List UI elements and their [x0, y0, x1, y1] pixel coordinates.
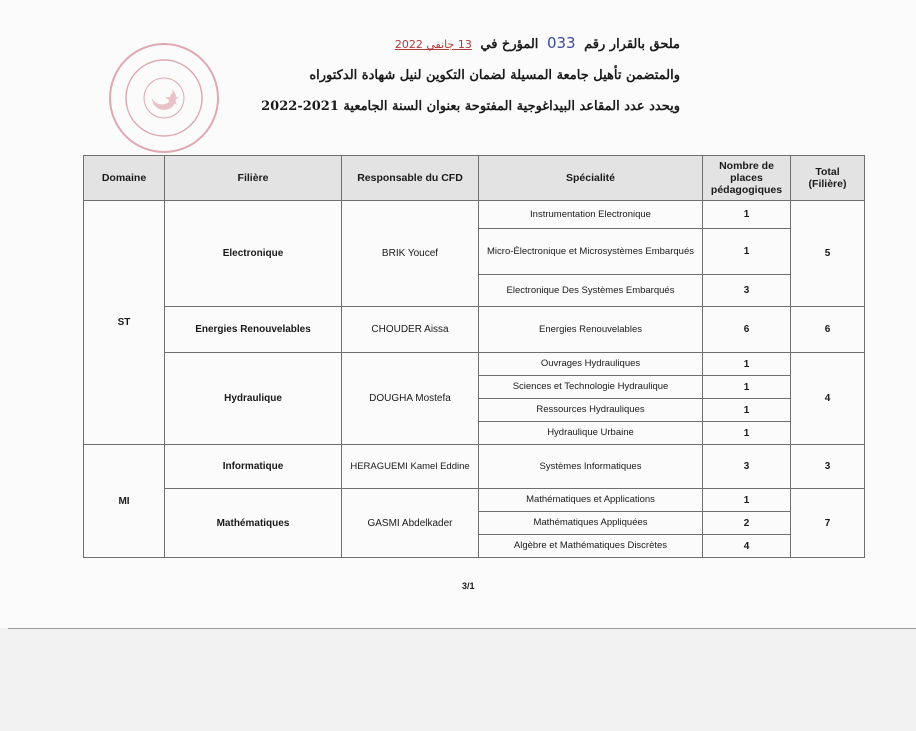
header-total: Total (Filière) [791, 156, 865, 201]
specialite-cell: Electronique Des Systèmes Embarqués [479, 275, 703, 307]
specialite-cell: Micro-Électronique et Microsystèmes Embarqués [479, 229, 703, 275]
header-line-3: ويحدد عدد المقاعد البيداغوجية المفتوحة بعنوان السنة الجامعية 2021-2022 [261, 99, 680, 114]
total-cell: 7 [791, 489, 865, 558]
header-dated: المؤرخ في [480, 37, 539, 52]
domain-cell: ST [84, 201, 165, 445]
table-header-row [84, 156, 865, 201]
domain-cell: MI [84, 445, 165, 558]
total-cell: 6 [791, 307, 865, 353]
places-cell: 1 [703, 489, 791, 512]
header-domaine: Domaine [84, 156, 165, 201]
header-filiere: Filière [165, 156, 342, 201]
specialite-cell: Mathématiques Appliquées [479, 512, 703, 535]
specialite-cell: Ressources Hydrauliques [479, 399, 703, 422]
table-row [84, 445, 865, 489]
filiere-cell: Energies Renouvelables [165, 307, 342, 353]
header-responsable: Responsable du CFD [342, 156, 479, 201]
specialite-cell: Algèbre et Mathématiques Discrètes [479, 535, 703, 558]
specialite-cell: Sciences et Technologie Hydraulique [479, 376, 703, 399]
decision-number: 033 [546, 34, 576, 52]
specialite-cell: Instrumentation Electronique [479, 201, 703, 229]
responsable-cell: CHOUDER Aissa [342, 307, 479, 353]
specialite-cell: Mathématiques et Applications [479, 489, 703, 512]
decision-header [261, 28, 680, 122]
responsable-cell: BRIK Youcef [342, 201, 479, 307]
filiere-cell: Hydraulique [165, 353, 342, 445]
table-row [84, 307, 865, 353]
total-cell: 5 [791, 201, 865, 307]
header-line-1 [261, 28, 680, 60]
places-cell: 4 [703, 535, 791, 558]
specialite-cell: Energies Renouvelables [479, 307, 703, 353]
total-cell: 4 [791, 353, 865, 445]
responsable-cell: GASMI Abdelkader [342, 489, 479, 558]
filiere-cell: Mathématiques [165, 489, 342, 558]
header-prefix: ملحق بالقرار رقم [584, 37, 680, 52]
header-places: Nombre de places pédagogiques [703, 156, 791, 201]
page-edge-divider [8, 628, 916, 629]
filiere-cell: Electronique [165, 201, 342, 307]
total-cell: 3 [791, 445, 865, 489]
places-cell: 1 [703, 422, 791, 445]
responsable-cell: HERAGUEMI Kamel Eddine [342, 445, 479, 489]
places-cell: 1 [703, 353, 791, 376]
places-cell: 6 [703, 307, 791, 353]
table-row [84, 489, 865, 512]
specialite-cell: Ouvrages Hydrauliques [479, 353, 703, 376]
places-cell: 1 [703, 229, 791, 275]
decision-date: 13 جانفي 2022 [394, 38, 472, 51]
places-cell: 3 [703, 445, 791, 489]
specialite-cell: Systèmes Informatiques [479, 445, 703, 489]
table-row [84, 353, 865, 376]
places-cell: 1 [703, 376, 791, 399]
page-number: 3/1 [462, 581, 475, 591]
specialite-cell: Hydraulique Urbaine [479, 422, 703, 445]
filiere-cell: Informatique [165, 445, 342, 489]
places-cell: 2 [703, 512, 791, 535]
places-cell: 1 [703, 201, 791, 229]
places-cell: 3 [703, 275, 791, 307]
responsable-cell: DOUGHA Mostefa [342, 353, 479, 445]
doctoral-seats-table [83, 155, 865, 558]
official-stamp-icon [106, 40, 222, 156]
places-cell: 1 [703, 399, 791, 422]
header-specialite: Spécialité [479, 156, 703, 201]
header-line-2: والمتضمن تأهيل جامعة المسيلة لضمان التكوين لنيل شهادة الدكتوراه [309, 68, 680, 83]
table-row [84, 201, 865, 229]
